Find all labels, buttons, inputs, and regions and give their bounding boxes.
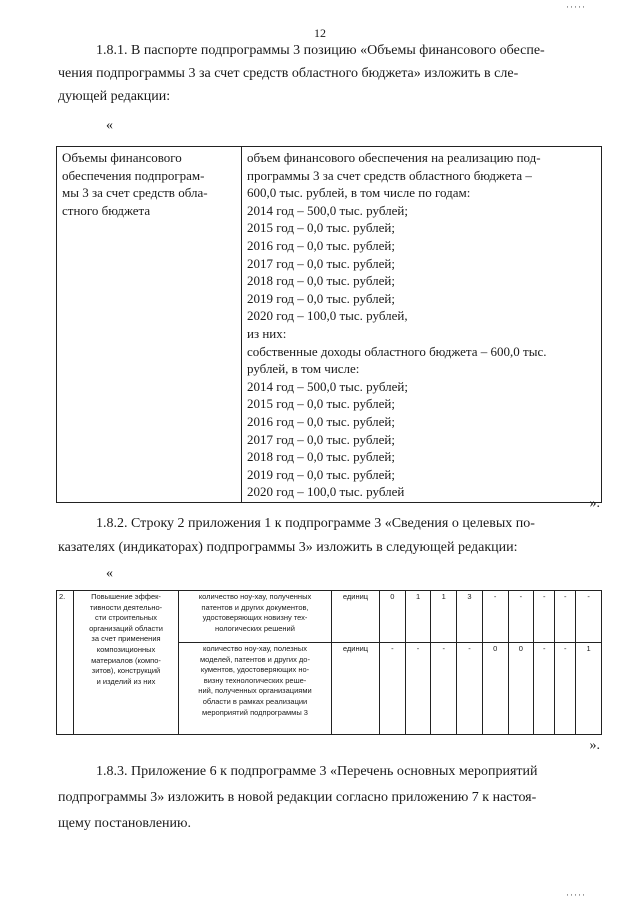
value-line: 2018 год – 0,0 тыс. рублей; [247, 449, 395, 465]
indicator-line: ний, полученных организациями [198, 686, 312, 696]
paragraph-1-8-1-line3: дующей редакции: [58, 89, 171, 104]
value-cell: 0 [482, 643, 508, 735]
value-line: из них: [247, 325, 287, 341]
value-cell: 0 [380, 591, 406, 643]
value-cell: - [555, 643, 576, 735]
paragraph-1-8-3-line2: подпрограммы 3» изложить в новой редакции согласно приложению 7 к настоя- [58, 790, 537, 805]
close-quote-1: ». [589, 496, 600, 511]
goal-line: сти строительных [94, 613, 157, 623]
indicator-cell [179, 643, 332, 735]
indicator-line: патентов и других документов, [201, 602, 309, 612]
value-line: собственные доходы областного бюджета – 600,0 тыс. [247, 343, 547, 359]
value-line: 2014 год – 500,0 тыс. рублей; [247, 378, 408, 394]
indicator-line: мероприятий подпрограммы 3 [202, 707, 308, 717]
indicator-cell [179, 591, 332, 643]
indicator-line: нологических решений [215, 623, 295, 633]
label-line: обеспечения подпрограм- [62, 167, 205, 183]
goal-line: материалов (компо- [91, 655, 161, 665]
goal-line: Повышение эффек- [91, 592, 161, 601]
corner-mark-bottom: ····· [566, 890, 586, 900]
value-cell: 1 [431, 591, 457, 643]
value-cell: - [555, 591, 576, 643]
financing-table [56, 146, 602, 503]
value-line: 2017 год – 0,0 тыс. рублей; [247, 255, 395, 271]
value-line: 600,0 тыс. рублей, в том числе по годам: [247, 185, 471, 201]
indicator-line: удостоверяющих новизну тех- [202, 613, 308, 623]
goal-line: за счет применения [91, 634, 161, 644]
value-line: 2019 год – 0,0 тыс. рублей; [247, 466, 395, 482]
value-cell: 3 [457, 591, 483, 643]
goal-line: и изделий из них [96, 676, 156, 686]
row-number: 2. [57, 591, 74, 735]
indicator-line: области в рамках реализации [202, 696, 308, 706]
indicator-line: количество ноу-хау, полезных [203, 644, 307, 653]
indicator-line: количество ноу-хау, полученных [198, 592, 312, 601]
value-line: 2015 год – 0,0 тыс. рублей; [247, 396, 395, 412]
value-cell: - [508, 591, 534, 643]
unit-cell: единиц [332, 643, 380, 735]
goal-line: тивности деятельно- [89, 602, 163, 612]
value-line: 2019 год – 0,0 тыс. рублей; [247, 290, 395, 306]
value-line: рублей, в том числе: [247, 361, 360, 377]
goal-line: организаций области [89, 623, 163, 633]
value-cell: - [380, 643, 406, 735]
indicator-line: визну технологических реше- [203, 675, 307, 685]
open-quote-2: « [106, 566, 113, 581]
value-cell: 1 [405, 591, 431, 643]
indicator-line: кументов, удостоверяющих но- [200, 665, 310, 675]
paragraph-1-8-3-line3: щему постановлению. [58, 816, 191, 831]
value-cell: - [534, 591, 555, 643]
value-line: 2014 год – 500,0 тыс. рублей; [247, 202, 408, 218]
value-line: 2017 год – 0,0 тыс. рублей; [247, 431, 395, 447]
goal-name-cell [74, 591, 179, 735]
value-line: программы 3 за счет средств областного бюджета – [247, 167, 532, 183]
paragraph-1-8-2-line2: казателях (индикаторах) подпрограммы 3» изложить в следующей редакции: [58, 540, 518, 555]
goal-line: зитов), конструкций [91, 666, 161, 676]
unit-cell: единиц [332, 591, 380, 643]
label-line: стного бюджета [62, 202, 151, 218]
value-cell: - [457, 643, 483, 735]
page-number: 12 [314, 26, 326, 40]
financing-label-cell [57, 147, 242, 503]
value-cell: 0 [508, 643, 534, 735]
indicators-table [56, 590, 602, 735]
value-line: 2016 год – 0,0 тыс. рублей; [247, 237, 395, 253]
paragraph-1-8-1-line2: чения подпрограммы 3 за счет средств областного бюджета» изложить в сле- [58, 66, 519, 81]
financing-value-cell [242, 147, 602, 503]
indicator-line: моделей, патентов и других до- [200, 654, 310, 664]
value-cell: - [405, 643, 431, 735]
close-quote-2: ». [589, 738, 600, 753]
paragraph-1-8-3-line1: 1.8.3. Приложение 6 к подпрограмме 3 «Перечень основных мероприятий [96, 764, 538, 779]
label-line: мы 3 за счет средств обла- [62, 185, 208, 201]
value-line: 2020 год – 100,0 тыс. рублей, [247, 308, 408, 324]
value-cell: - [482, 591, 508, 643]
value-cell: - [534, 643, 555, 735]
value-cell: - [431, 643, 457, 735]
value-cell: - [576, 591, 602, 643]
goal-line: композиционных [96, 644, 156, 654]
value-line: объем финансового обеспечения на реализацию под- [247, 150, 541, 165]
value-cell: 1 [576, 643, 602, 735]
corner-mark-top: ····· [566, 2, 586, 12]
value-line: 2016 год – 0,0 тыс. рублей; [247, 413, 395, 429]
value-line: 2018 год – 0,0 тыс. рублей; [247, 273, 395, 289]
label-line: Объемы финансового [62, 150, 182, 165]
open-quote-1: « [106, 118, 113, 133]
value-line: 2015 год – 0,0 тыс. рублей; [247, 220, 395, 236]
value-line: 2020 год – 100,0 тыс. рублей [247, 484, 405, 500]
paragraph-1-8-2-line1: 1.8.2. Строку 2 приложения 1 к подпрограмме 3 «Сведения о целевых по- [96, 516, 535, 531]
paragraph-1-8-1-line1: 1.8.1. В паспорте подпрограммы 3 позицию «Объемы финансового обеспе- [96, 43, 545, 58]
